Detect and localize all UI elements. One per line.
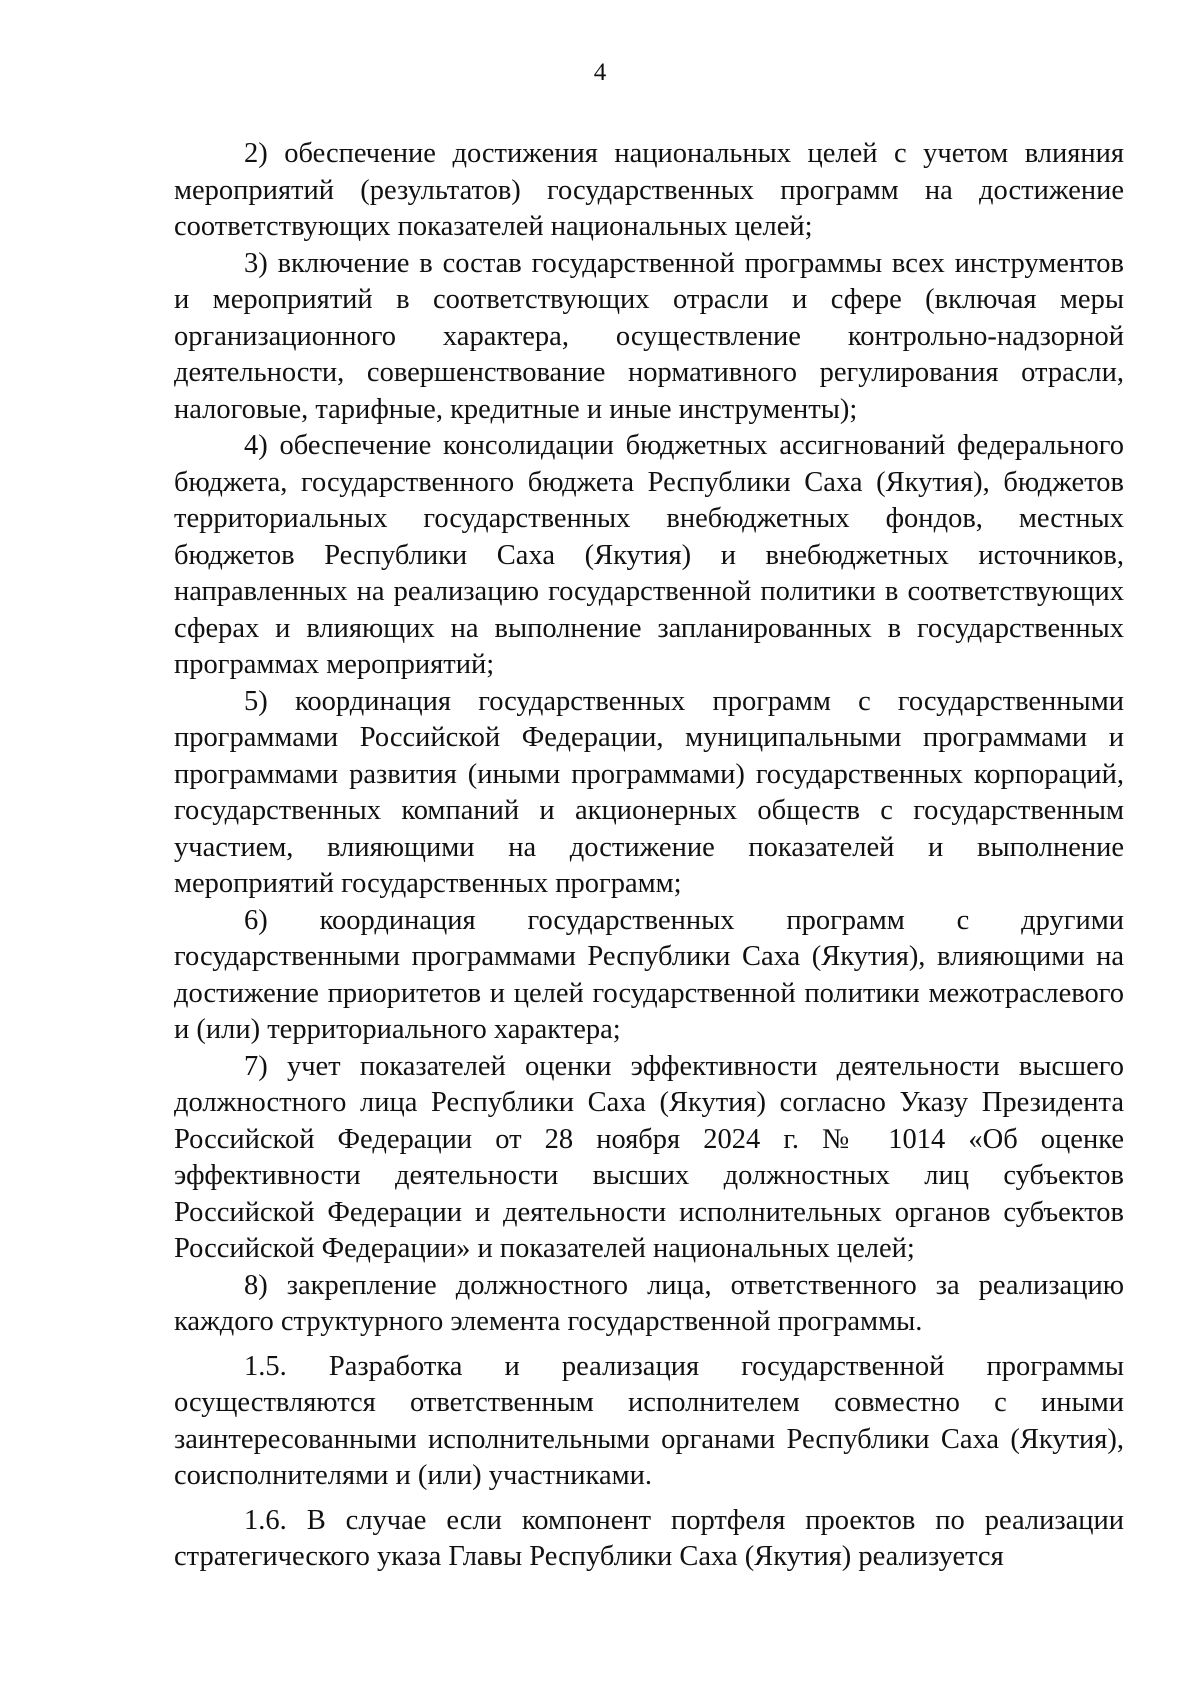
paragraph-section-1-5: 1.5. Разработка и реализация государственной программы осуществляются ответственным исполнителем совместно с иными заинтересованными исполнительными органами Республики Саха (Якутия), соисполнителями и (или) участниками. <box>174 1350 1124 1491</box>
paragraph-item-2: 2) обеспечение достижения национальных целей с учетом влияния мероприятий (результатов) государственных программ на достижение соответствующих показателей национальных целей; <box>174 138 1124 242</box>
paragraph-item-8: 8) закрепление должностного лица, ответственного за реализацию каждого структурного элемента государственной программы. <box>174 1269 1124 1337</box>
page-number: 4 <box>593 59 607 86</box>
document-body <box>174 136 1124 1576</box>
paragraph-item-7: 7) учет показателей оценки эффективности деятельности высшего должностного лица Республики Саха (Якутия) согласно Указу Президента Российской Федерации от 28 ноября 2024 г. № 1014 «Об оценке эффективности деятельности высших должностных лиц субъектов Российской Федерации и деятельности исполнительных органов субъектов Российской Федерации» и показателей национальных целей; <box>174 1050 1124 1264</box>
paragraph-item-3: 3) включение в состав государственной программы всех инструментов и мероприятий в соответствующих отрасли и сфере (включая меры организационного характера, осуществление контрольно-надзорной деятельности, совершенствование нормативного регулирования отрасли, налоговые, тарифные, кредитные и иные инструменты); <box>174 247 1124 425</box>
paragraph-item-6: 6) координация государственных программ с другими государственными программами Республики Саха (Якутия), влияющими на достижение приоритетов и целей государственной политики межотраслевого и (или) территориального характера; <box>174 904 1124 1045</box>
paragraph-section-1-6: 1.6. В случае если компонент портфеля проектов по реализации стратегического указа Главы Республики Саха (Якутия) реализуется <box>174 1504 1124 1572</box>
paragraph-item-4: 4) обеспечение консолидации бюджетных ассигнований федерального бюджета, государственного бюджета Республики Саха (Якутия), бюджетов территориальных государственных внебюджетных фондов, местных бюджетов Республики Саха (Якутия) и внебюджетных источников, направленных на реализацию государственной политики в соответствующих сферах и влияющих на выполнение запланированных в государственных программах мероприятий; <box>174 430 1124 680</box>
paragraph-item-5: 5) координация государственных программ с государственными программами Российской Федерации, муниципальными программами и программами развития (иными программами) государственных корпораций, государственных компаний и акционерных обществ с государственным участием, влияющими на достижение показателей и выполнение мероприятий государственных программ; <box>174 685 1124 899</box>
